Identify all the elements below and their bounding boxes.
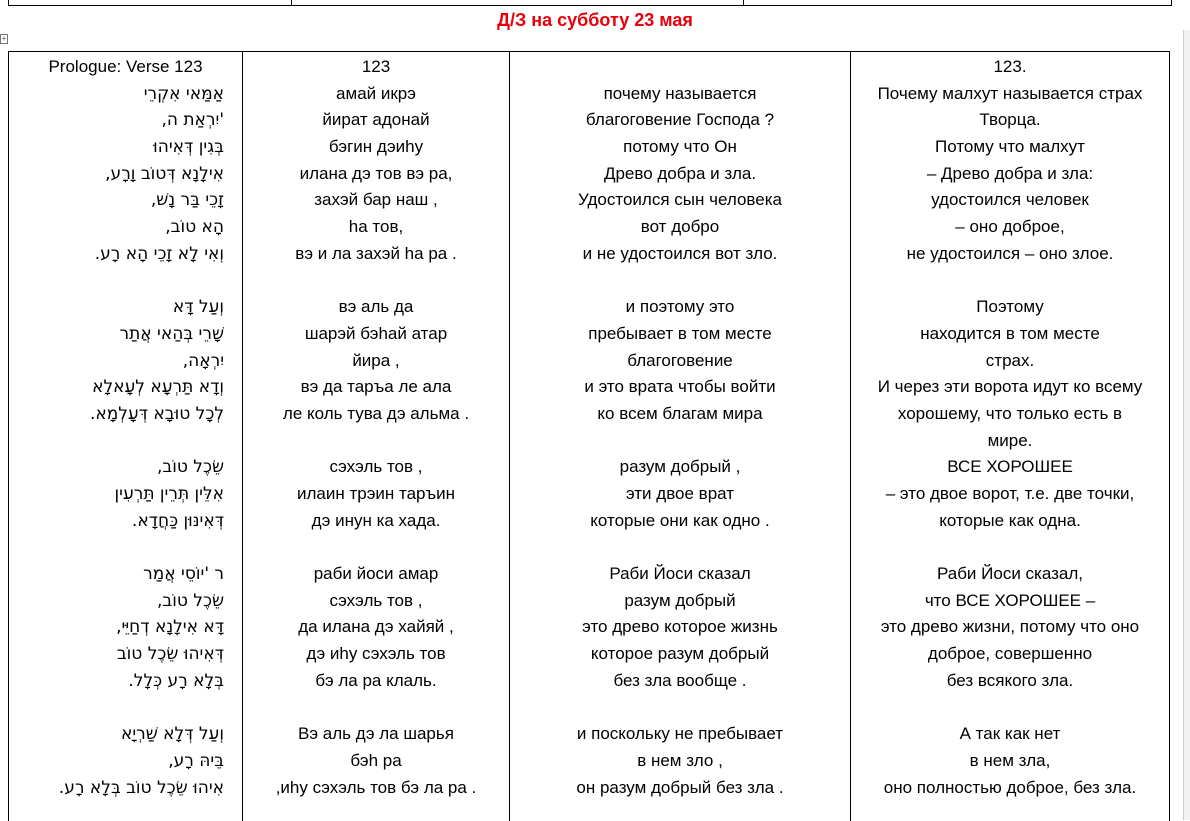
literal-line: эти двое врат [625,484,735,503]
translation-line: в нем зла, [969,750,1051,770]
hebrew-line: לְכָל טוּבָא דְּעָלְמָא. [89,403,224,424]
transliteration-line: hа тов, [348,217,404,237]
transliteration-line: бэгин дэиhу [328,137,424,157]
hebrew-line: אִילָנָא דְּטוֹב וָרָע, [105,163,224,184]
literal-line: ко всем благам мира [597,403,763,423]
homework-heading: Д/З на субботу 23 мая [497,10,693,30]
hebrew-line: דָּא אִילָנָא דְחַיֵּי, [116,617,224,638]
literal-line: Древо добра и зла. [603,163,757,183]
hebrew-line: וְאִי לָא זָכֵי הָא רָע. [94,243,224,264]
translation-line: Творца. [979,110,1041,130]
transliteration-line: 123 [361,57,391,76]
translation-line: 123. [993,57,1027,76]
hebrew-line: דְּאִיהוּ שֵׂכֶל טוֹב [116,644,224,665]
translation-line: что ВСЕ ХОРОШЕЕ – [924,590,1096,610]
literal-line: благоговение Господа ? [585,110,775,130]
transliteration-line: раби йоси амар [313,564,439,584]
translation-line: удостоился человек [931,190,1089,210]
hebrew-line: אַמַּאי אִקְרֵי [143,83,224,104]
transliteration-line: сэхэль тов , [329,457,423,477]
window-scrollbar-edge[interactable] [1183,30,1190,820]
hebrew-line [9,695,242,722]
hebrew-line: וְדָא תַּרְעָא לְעָאלָא [92,377,224,398]
literal-line: потому что Он [623,137,737,157]
transliteration-line: да илана дэ хайяй , [298,617,454,637]
transliteration-line: бэh ра [350,750,402,770]
literal-line: и поскольку не пребывает [576,724,784,744]
previous-table-edge [8,0,1172,6]
transliteration-line: шарэй бэhай атар [304,323,448,343]
literal-line: и поэтому это [625,297,735,317]
transliteration-line: илаин трэин таръин [296,484,455,503]
literal-line: разум добрый [624,590,736,610]
literal-line: без зла вообще . [613,670,747,690]
translation-line: это древо жизни, потому что оно [880,617,1140,637]
literal-line [510,428,850,455]
transliteration-line: захэй бар наш , [314,190,438,210]
literal-line: и это врата чтобы войти [584,377,776,397]
translation-line: мире. [987,430,1033,450]
hebrew-line: אִיהוּ שֵׂכֶל טוֹב בְּלָא רָע. [58,777,224,798]
translation-line [851,534,1169,561]
translation-line: А так как нет [959,724,1061,744]
transliteration-column [243,52,510,821]
translation-line [851,695,1169,722]
hebrew-line: וְעַל דָּא [172,297,224,318]
literal-line: разум добрый , [619,457,741,477]
literal-line: благоговение [627,350,733,370]
literal-line [510,54,850,81]
translation-line: оно полностью доброе, без зла. [883,777,1137,797]
translation-line: Поэтому [976,297,1044,317]
transliteration-line: ,иhу сэхэль тов бэ ла ра . [275,777,477,797]
literal-line: это древо которое жизнь [582,617,778,637]
transliteration-line [243,268,509,295]
literal-line: и не удостоился вот зло. [582,243,778,263]
hebrew-line: ר 'יוֹסֵי אֲמַר [143,564,224,585]
translation-line: без всякого зла. [946,670,1074,690]
transliteration-line: вэ да таръа ле ала [300,377,452,397]
transliteration-line: йира , [352,350,400,370]
translation-line: находится в том месте [920,323,1100,343]
literal-line [510,695,850,722]
transliteration-line: вэ аль да [338,297,414,317]
verse-table [8,51,1170,821]
literal-line: которое разум добрый [590,644,770,664]
translation-line: И через эти ворота идут ко всему [877,377,1143,397]
literal-line: Раби Йоси сказал [609,564,751,584]
hebrew-line: 'יִרְאַת ה, [161,110,224,131]
hebrew-line [9,268,242,295]
literal-line [510,268,850,295]
translation-line: Раби Йоси сказал, [936,564,1084,584]
hebrew-line [9,534,242,561]
translation-line: которые как одна. [939,510,1081,530]
transliteration-line: Вэ аль дэ ла шарья [298,724,454,744]
transliteration-line: амай икрэ [336,83,416,103]
transliteration-line: илана дэ тов вэ ра, [299,163,453,183]
hebrew-line: בֵּיהּ רָע, [168,750,224,771]
hebrew-line: וְעַל דְּלָא שַׁרְיָא [120,724,224,745]
literal-line: Удостоился сын человека [578,190,782,210]
literal-line: он разум добрый без зла . [576,777,784,797]
transliteration-line [243,428,509,455]
translation-line: страх. [985,350,1035,370]
hebrew-line: יִרְאָה, [182,350,224,371]
table-move-handle-icon[interactable]: + [1,34,7,43]
hebrew-line: הָא טוֹב, [165,217,224,238]
hebrew-line: שֵׂכֶל טוֹב, [157,590,224,611]
hebrew-line: דְּאִינּוּן כַּחֲדָא. [131,510,224,531]
translation-line: Потому что малхут [935,137,1085,157]
transliteration-line: бэ ла ра клаль. [315,670,437,690]
translation-line: ВСЕ ХОРОШЕЕ [947,457,1073,477]
translation-line: – оно доброе, [955,217,1065,237]
hebrew-line [9,428,242,455]
transliteration-line: сэхэль тов , [329,590,423,610]
transliteration-line: ле коль тува дэ альма . [282,403,470,423]
literal-line: которые они как одно . [590,510,770,530]
transliteration-line: вэ и ла захэй hа ра . [295,243,457,263]
translation-column [851,52,1170,821]
translation-line: Почему малхут называется страх [877,83,1143,103]
transliteration-line: дэ инун ка хада. [311,510,441,530]
hebrew-line: אִלֵּין תְּרֵין תַּרְעִין [114,484,224,504]
hebrew-line: בְּגִין דְּאִיהוּ [153,137,224,158]
hebrew-line: Prologue: Verse 123 [48,57,203,76]
literal-line: вот добро [640,217,720,237]
transliteration-line: дэ иhу сэхэль тов [306,644,446,664]
hebrew-column [9,52,243,821]
translation-line: доброе, совершенно [927,644,1093,664]
literal-line: в нем зло , [637,750,723,770]
transliteration-line [243,534,509,561]
literal-line [510,534,850,561]
translation-line: хорошему, что только есть в [897,403,1123,423]
translation-line [851,268,1169,295]
hebrew-line: זָכֵי בַּר נָשׁ, [150,190,224,211]
hebrew-line: בְּלָא רָע כְּלָל. [128,670,224,691]
translation-line: – это двое ворот, т.е. две точки, [885,484,1135,503]
literal-translation-column [510,52,851,821]
literal-line: почему называется [603,83,757,103]
hebrew-line: שָׁרֵי בְּהַאי אֲתַר [119,323,224,344]
translation-line: не удостоился – оно злое. [906,243,1114,263]
translation-line: – Древо добра и зла: [926,163,1094,183]
transliteration-line: йират адонай [322,110,430,130]
literal-line: пребывает в том месте [588,323,772,343]
transliteration-line [243,695,509,722]
hebrew-line: שֵׂכֶל טוֹב, [157,457,224,478]
